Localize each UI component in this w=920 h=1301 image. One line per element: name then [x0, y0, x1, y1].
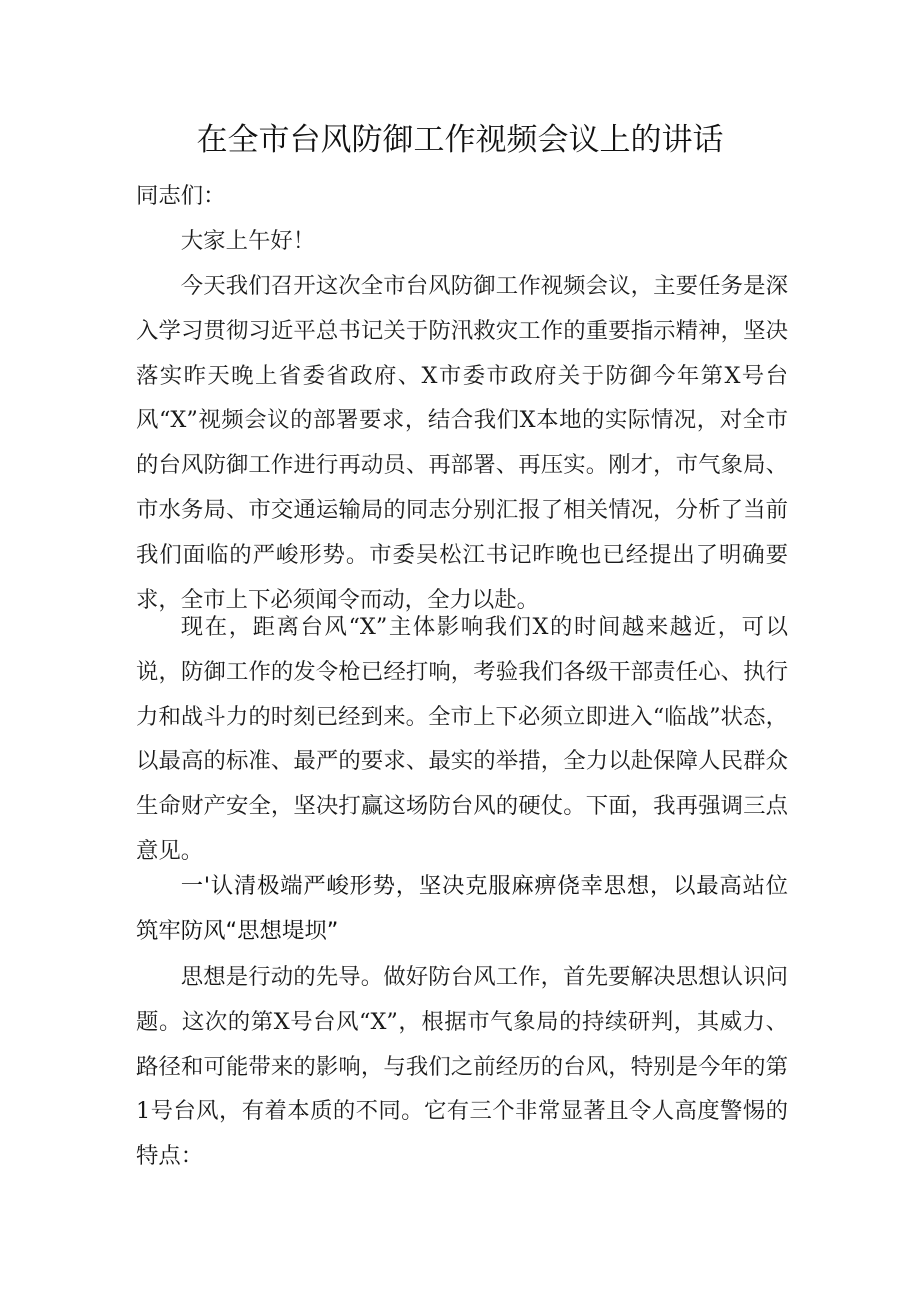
- situation-paragraph: 现在，距离台风“X”主体影响我们X的时间越来越近，可以说，防御工作的发令枪已经打响，考验我们各级干部责任心、执行力和战斗力的时刻已经到来。全市上下必须立即进入“临战”状态，以最高的标准、最严的要求、最实的举措，全力以赴保障人民群众生命财产安全，坚决打赢这场防台风的硬仗。下面，我再强调三点意见。: [136, 614, 788, 864]
- document-title: 在全市台风防御工作视频会议上的讲话: [196, 122, 724, 158]
- section-1-paragraph: 思想是行动的先导。做好防台风工作，首先要解决思想认识问题。这次的第X号台风“X”，根据市气象局的持续研判，其威力、路径和可能带来的影响，与我们之前经历的台风，特别是今年的第1号台风，有着本质的不同。它有三个非常显著且令人高度警惕的特点：: [136, 964, 788, 1170]
- greeting-paragraph: 大家上午好！: [180, 228, 316, 254]
- section-heading-1: 一'认清极端严峻形势，坚决克服麻痹侥幸思想，以最高站位筑牢防风“思想堤坝”: [136, 873, 788, 944]
- intro-paragraph: 今天我们召开这次全市台风防御工作视频会议，主要任务是深入学习贯彻习近平总书记关于防汛救灾工作的重要指示精神，坚决落实昨天晚上省委省政府、X市委市政府关于防御今年第X号台风“X”视频会议的部署要求，结合我们X本地的实际情况，对全市的台风防御工作进行再动员、再部署、再压实。刚才，市气象局、市水务局、市交通运输局的同志分别汇报了相关情况，分析了当前我们面临的严峻形势。市委吴松江书记昨晚也已经提出了明确要求，全市上下必须闻令而动，全力以赴。: [136, 273, 788, 613]
- salutation: 同志们：: [136, 183, 226, 209]
